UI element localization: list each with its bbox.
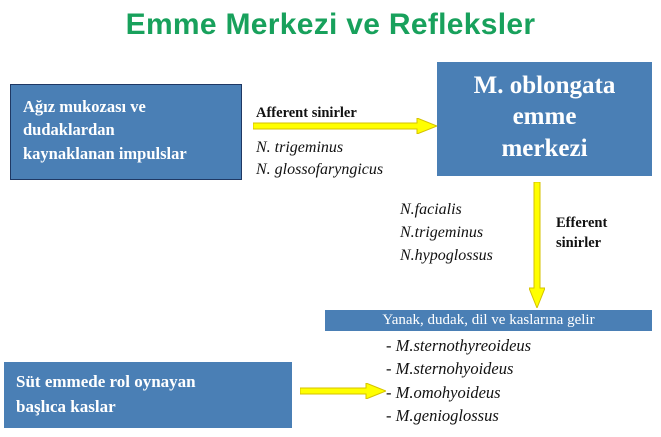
afferent-label: Afferent sinirler <box>256 105 357 121</box>
box-impulses-line1: Ağız mukozası ve <box>23 97 146 116</box>
afferent-nerve-2: N. glossofaryngicus <box>256 160 384 178</box>
efferent-nerve-3: N.hypoglossus <box>400 247 493 265</box>
afferent-nerve-1: N. trigeminus <box>256 139 344 156</box>
box-impulses-line2: dudaklardan <box>23 120 115 140</box>
box-main-suckling-muscles <box>4 362 292 428</box>
box-oblongata-line2: emme <box>512 103 577 131</box>
box-medulla-oblongata-center <box>437 62 652 176</box>
box-oral-mucosa-impulses <box>10 84 242 180</box>
box-oblongata-line3: merkezi <box>501 134 588 162</box>
box-target-structures: Yanak, dudak, dil ve kaslarına gelir <box>325 310 652 331</box>
muscles-arrow-icon <box>300 383 386 399</box>
muscle-list <box>386 334 656 428</box>
efferent-line-2: sinirler <box>556 234 602 251</box>
efferent-line-1: Efferent <box>556 215 608 231</box>
efferent-nerve-1: N.facialis <box>400 201 462 218</box>
page-title: Emme Merkezi ve Refleksler <box>125 8 536 41</box>
list-item: - M.sternohyoideus <box>386 359 514 379</box>
list-item: - M.sternothyreoideus <box>386 336 532 355</box>
list-item: - M.genioglossus <box>386 406 499 426</box>
efferent-label <box>556 214 656 253</box>
box-kaslar-line2: başlıca kaslar <box>16 396 116 416</box>
box-kaslar-line1: Süt emmede rol oynayan <box>16 372 196 391</box>
box-oblongata-line1: M. oblongata <box>473 72 616 99</box>
efferent-nerves-label <box>400 198 560 268</box>
list-item: - M.omohyoideus <box>386 382 501 402</box>
efferent-nerve-2: N.trigeminus <box>400 224 484 242</box>
afferent-nerves-label <box>256 137 436 180</box>
box-impulses-line3: kaynaklanan impulslar <box>23 143 187 163</box>
